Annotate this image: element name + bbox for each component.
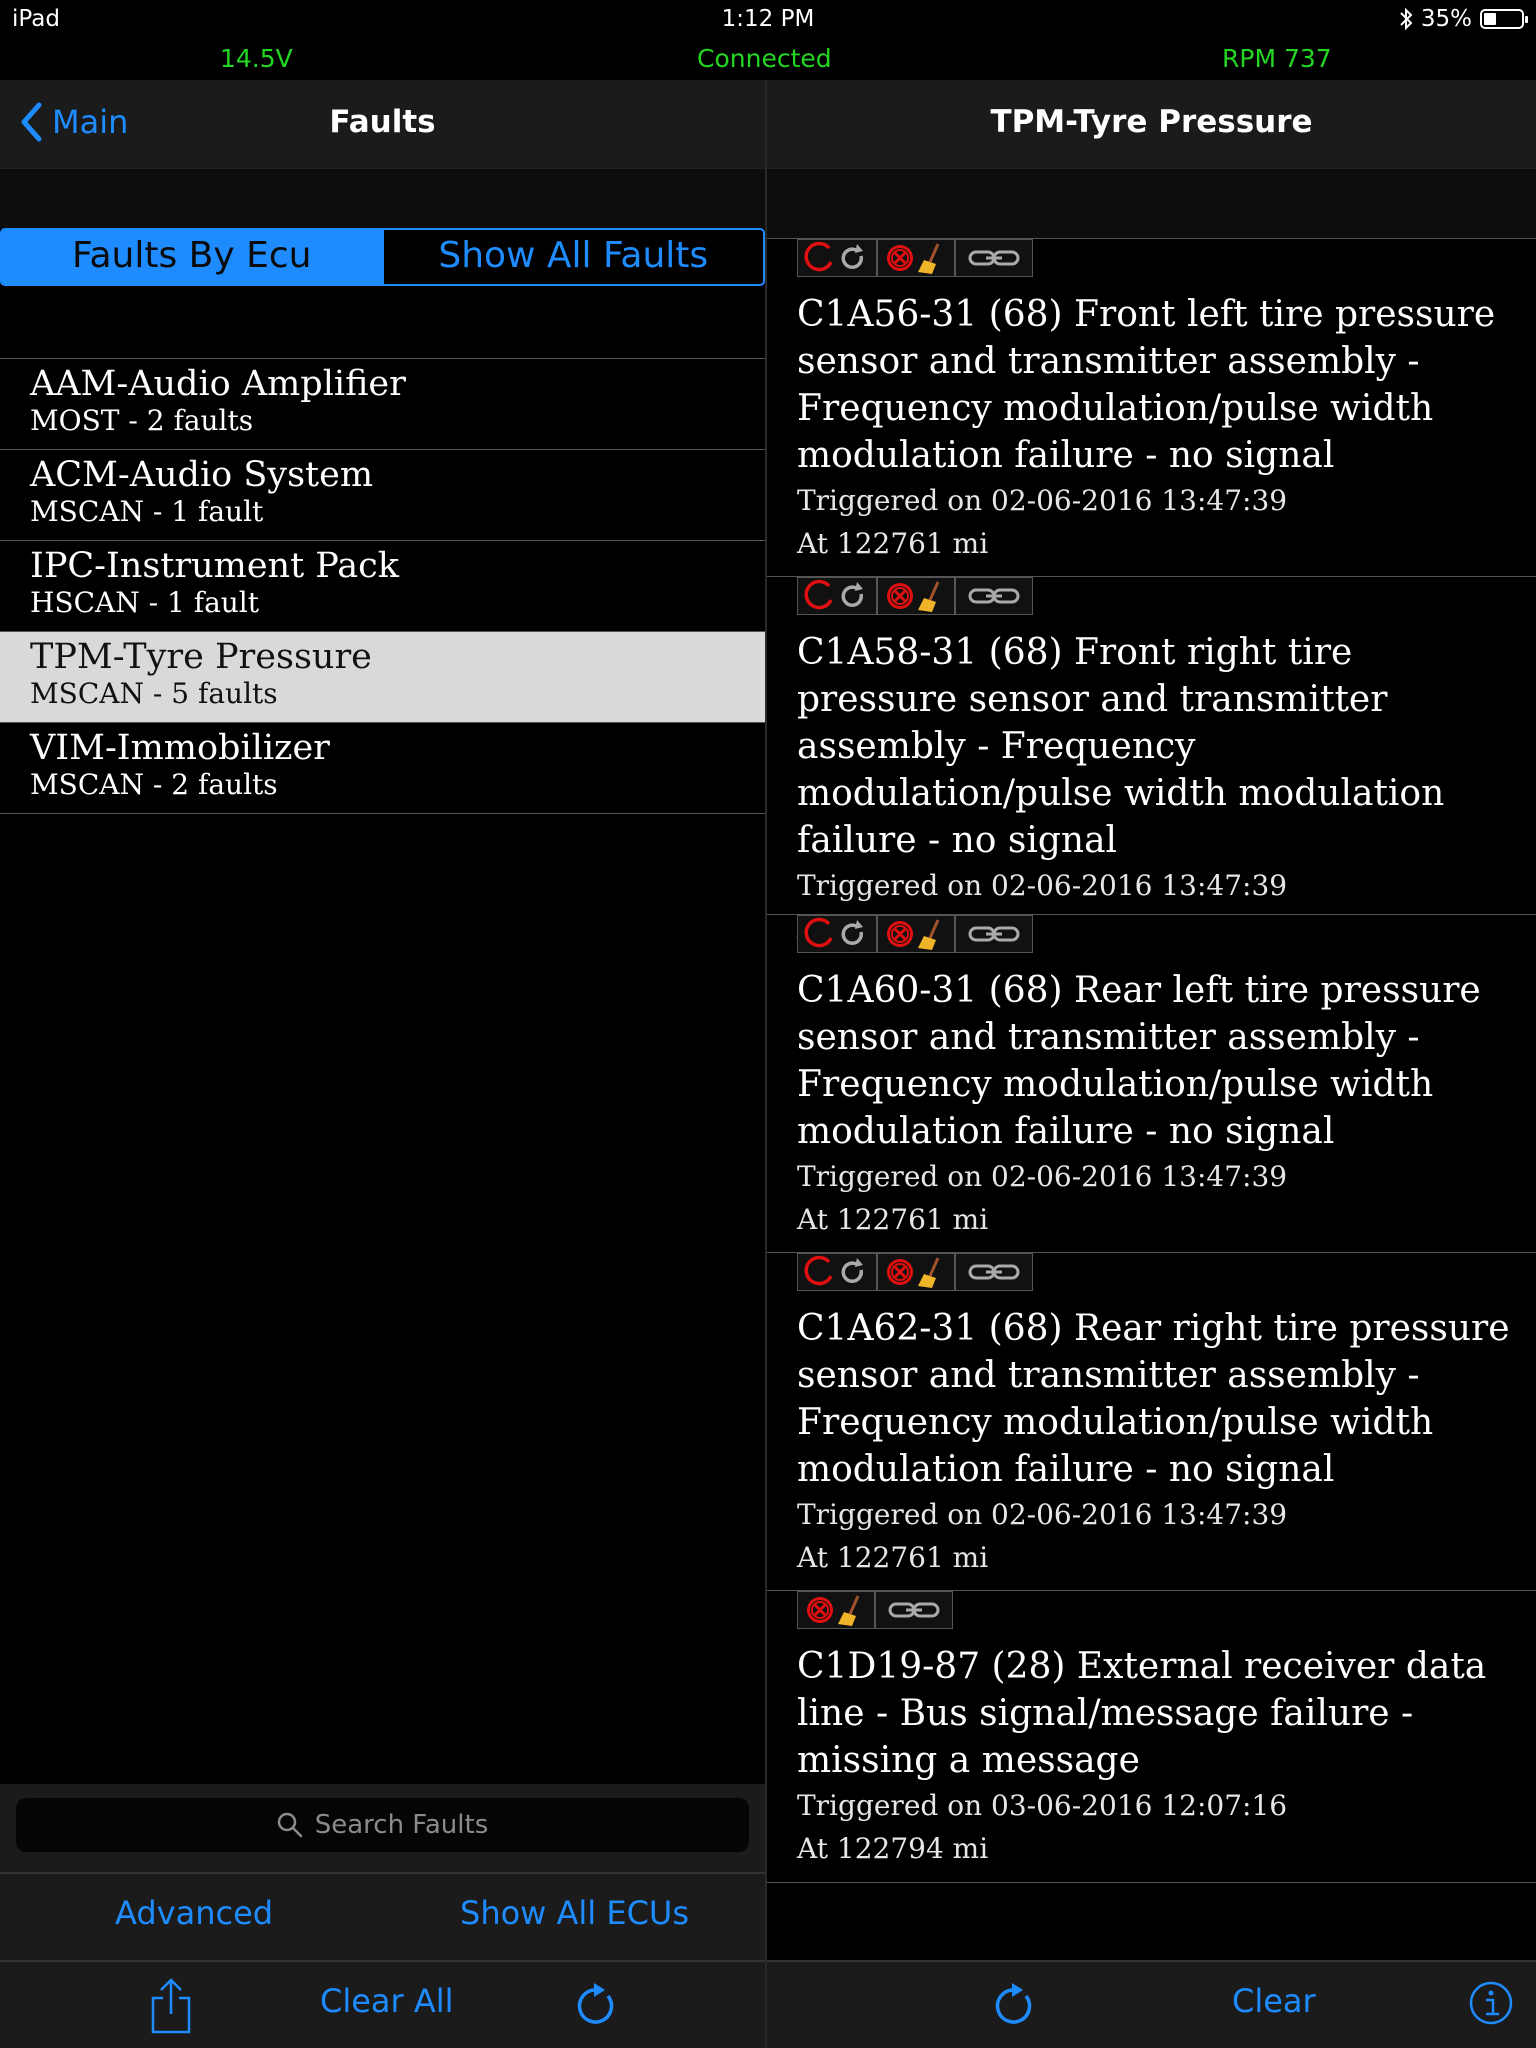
faults-master-pane: [0, 80, 765, 2048]
divider: [767, 1960, 1536, 1962]
search-icon: [277, 1812, 303, 1838]
ecu-item-vim[interactable]: [0, 723, 765, 814]
advanced-button[interactable]: Advanced: [115, 1894, 274, 1932]
ecu-item-acm[interactable]: [0, 450, 765, 541]
right-bottom-toolbar: [767, 1960, 1536, 2048]
battery-percent: 35%: [1420, 6, 1472, 32]
battery-icon: [1480, 9, 1524, 29]
clear-all-button[interactable]: Clear All: [320, 1982, 454, 2020]
cancel-broom-icon: [880, 1254, 952, 1290]
clear-fault-icon[interactable]: [877, 915, 955, 953]
fault-title: C1A62-31 (68) Rear right tire pressure sensor and transmitter assembly - Frequency modulation/pulse width modulation failure - no signal: [797, 1308, 1510, 1490]
ecu-name: VIM-Immobilizer: [30, 728, 330, 768]
header-band: [767, 169, 1536, 238]
tab-show-all-faults[interactable]: Show All Faults: [382, 230, 764, 284]
bluetooth-icon: [1399, 7, 1413, 31]
right-nav-bar: [767, 80, 1536, 169]
detail-title: TPM-Tyre Pressure: [990, 104, 1313, 140]
retest-icon[interactable]: [797, 915, 877, 953]
info-icon: [1468, 1980, 1514, 2026]
rpm-readout: RPM 737: [1222, 44, 1332, 73]
divider: [0, 1872, 765, 1874]
retest-icon[interactable]: [797, 577, 877, 615]
cancel-broom-icon: [880, 578, 952, 614]
link-icon[interactable]: [955, 577, 1033, 615]
search-input[interactable]: [16, 1798, 749, 1852]
ecu-name: AAM-Audio Amplifier: [30, 364, 406, 404]
left-bottom-toolbar: [0, 1960, 765, 2048]
search-bar: [0, 1784, 765, 1872]
clock: 1:12 PM: [721, 6, 815, 32]
ecu-item-ipc[interactable]: [0, 541, 765, 632]
fault-action-icons: [797, 1253, 1536, 1293]
refresh-icon: [801, 240, 873, 276]
chain-link-icon: [964, 1257, 1024, 1287]
refresh-button[interactable]: [992, 1980, 1034, 2034]
fault-item: [767, 1591, 1536, 1883]
fault-item: [767, 1253, 1536, 1591]
search-placeholder: Search Faults: [314, 1810, 489, 1840]
link-icon[interactable]: [875, 1591, 953, 1629]
refresh-icon: [801, 916, 873, 952]
fault-item: [767, 577, 1536, 915]
status-right: [1399, 6, 1524, 32]
fault-triggered: Triggered on 02-06-2016 13:47:39: [797, 484, 1288, 517]
fault-action-icons: [797, 1591, 1536, 1631]
retest-icon[interactable]: [797, 1253, 877, 1291]
fault-triggered: Triggered on 02-06-2016 13:47:39: [797, 1160, 1288, 1193]
clear-fault-icon[interactable]: [877, 239, 955, 277]
fault-triggered: Triggered on 03-06-2016 12:07:16: [797, 1789, 1288, 1822]
tab-faults-by-ecu[interactable]: Faults By Ecu: [2, 230, 382, 284]
cancel-broom-icon: [800, 1592, 872, 1628]
refresh-button[interactable]: [574, 1980, 616, 2034]
cancel-broom-icon: [880, 916, 952, 952]
fault-mileage: At 122761 mi: [797, 1203, 989, 1236]
fault-mileage: At 122794 mi: [797, 1832, 989, 1865]
clear-fault-icon[interactable]: [877, 577, 955, 615]
chain-link-icon: [964, 581, 1024, 611]
ecu-name: ACM-Audio System: [30, 455, 374, 495]
chain-link-icon: [884, 1595, 944, 1625]
fault-list: [767, 238, 1536, 1883]
info-button[interactable]: [1468, 1980, 1514, 2034]
fault-mileage: At 122761 mi: [797, 1541, 989, 1574]
ecu-item-aam[interactable]: [0, 359, 765, 450]
retest-icon[interactable]: [797, 239, 877, 277]
fault-action-icons: [797, 915, 1536, 955]
refresh-icon: [801, 1254, 873, 1290]
refresh-icon: [574, 1980, 616, 2026]
fault-title: C1A60-31 (68) Rear left tire pressure sensor and transmitter assembly - Frequency modulation/pulse width modulation failure - no signal: [797, 970, 1481, 1152]
left-action-bar: [0, 1872, 765, 1960]
ecu-name: TPM-Tyre Pressure: [30, 637, 372, 677]
ecu-fault-count: MSCAN - 2 faults: [30, 768, 278, 801]
left-nav-bar: [0, 80, 765, 169]
divider: [0, 1960, 765, 1962]
fault-triggered: Triggered on 02-06-2016 13:47:39: [797, 1498, 1288, 1531]
status-bar: [0, 0, 1536, 42]
share-button[interactable]: [150, 1978, 192, 2042]
clear-fault-icon[interactable]: [877, 1253, 955, 1291]
voltage-readout: 14.5V: [220, 44, 293, 73]
fault-item: [767, 915, 1536, 1253]
cancel-broom-icon: [880, 240, 952, 276]
ecu-fault-count: HSCAN - 1 fault: [30, 586, 260, 619]
link-icon[interactable]: [955, 1253, 1033, 1291]
ecu-list: [0, 358, 765, 814]
ecu-name: IPC-Instrument Pack: [30, 546, 399, 586]
clear-button[interactable]: Clear: [1232, 1982, 1316, 2020]
fault-action-icons: [797, 239, 1536, 279]
device-name: iPad: [12, 6, 60, 32]
page-title: Faults: [329, 104, 436, 140]
share-icon: [150, 1978, 192, 2034]
fault-triggered: Triggered on 02-06-2016 13:47:39: [797, 869, 1288, 902]
fault-action-icons: [797, 577, 1536, 617]
refresh-icon: [801, 578, 873, 614]
fault-title: C1D19-87 (28) External receiver data line - Bus signal/message failure - missing a message: [797, 1646, 1487, 1781]
back-label: Main: [52, 103, 129, 141]
header-band: [0, 169, 765, 228]
connection-status: Connected: [697, 44, 832, 73]
refresh-icon: [992, 1980, 1034, 2026]
fault-title: C1A56-31 (68) Front left tire pressure sensor and transmitter assembly - Frequency modulation/pulse width modulation failure - no signal: [797, 294, 1496, 476]
ecu-fault-count: MOST - 2 faults: [30, 404, 254, 437]
chain-link-icon: [964, 243, 1024, 273]
fault-mileage: At 122761 mi: [797, 527, 989, 560]
link-icon[interactable]: [955, 915, 1033, 953]
ecu-item-tpm[interactable]: [0, 632, 765, 723]
fault-view-segmented-control: [0, 228, 765, 286]
ecu-fault-count: MSCAN - 1 fault: [30, 495, 264, 528]
vehicle-info-bar: [0, 42, 1536, 80]
link-icon[interactable]: [955, 239, 1033, 277]
fault-title: C1A58-31 (68) Front right tire pressure sensor and transmitter assembly - Frequency modulation/pulse width modulation failure - no signal: [797, 632, 1445, 861]
fault-detail-pane: [767, 80, 1536, 2048]
fault-item: [767, 239, 1536, 577]
clear-fault-icon[interactable]: [797, 1591, 875, 1629]
ecu-fault-count: MSCAN - 5 faults: [30, 677, 278, 710]
show-all-ecus-button[interactable]: Show All ECUs: [460, 1894, 690, 1932]
chain-link-icon: [964, 919, 1024, 949]
